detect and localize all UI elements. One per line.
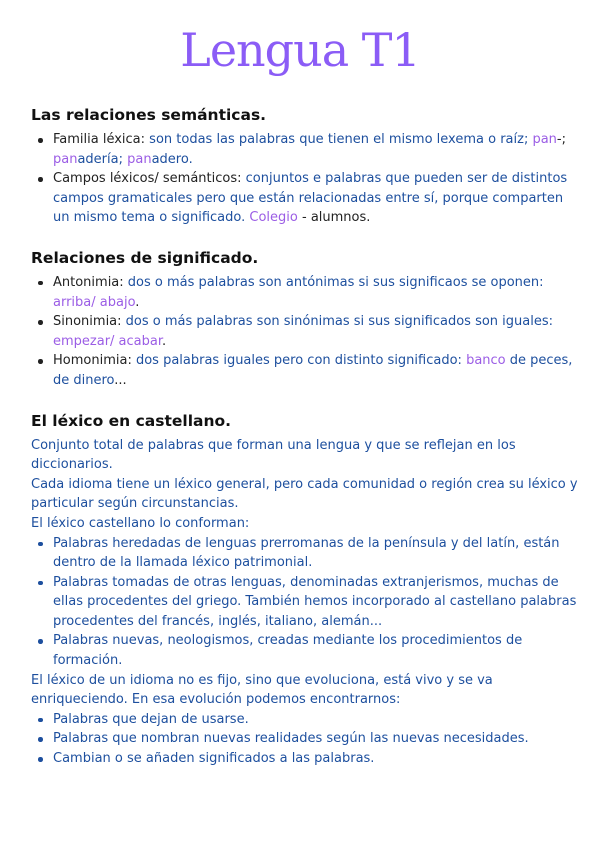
definition-text: dos o más palabras son antónimas si sus significaos se oponen: [127, 274, 544, 290]
list-item: Palabras que dejan de usarse. [31, 710, 579, 730]
example-root: pan [127, 151, 152, 167]
definition-text: son todas las palabras que tienen el mismo lexema o raíz; [149, 132, 533, 147]
definition-text: dos palabras iguales pero con distinto significado: [135, 353, 467, 369]
example-word: pan [532, 132, 557, 147]
term-label: Homonimia: [53, 353, 136, 369]
section-semantic-relations [31, 104, 579, 228]
section-heading: El léxico en castellano. [31, 411, 232, 430]
bullet-list [31, 710, 579, 769]
example-rest: de peces, [505, 353, 573, 369]
list-item-familia-lexica [31, 130, 579, 169]
example-rest: - alumnos. [297, 210, 371, 226]
section-lexicon [31, 410, 579, 769]
example-rest: adero. [151, 151, 193, 167]
definition-text: conjuntos e palabras que pueden ser de distintos campos gramaticales pero que están relacionadas entre sí, porque comparten un mismo tema o significado. [53, 171, 568, 226]
example-rest: adería; [77, 151, 128, 167]
punctuation: . [162, 333, 167, 349]
paragraph: Conjunto total de palabras que forman una lengua y que se reflejan en los diccionarios. [31, 437, 516, 473]
list-item: Palabras tomadas de otras lenguas, denominadas extranjerismos, muchas de ellas procedentes del griego. También hemos incorporado al castellano palabras procedentes del francés, inglés, italiano, alemán... [31, 573, 579, 632]
paragraph: El léxico castellano lo conforman: [31, 515, 250, 531]
section-heading: Relaciones de significado. [31, 248, 259, 267]
term-label: Familia léxica: [53, 132, 150, 147]
punctuation: . [135, 294, 140, 310]
example-word: Colegio [249, 210, 298, 226]
bullet-list [31, 130, 579, 228]
punctuation: ... [114, 372, 127, 388]
example-word: arriba/ abajo [53, 294, 136, 310]
page-title: Lengua T1 [180, 23, 420, 77]
list-item-antonimia [31, 273, 579, 312]
list-item-sinonimia [31, 312, 579, 351]
definition-text: dos o más palabras son sinónimas si sus significados son iguales: [125, 314, 553, 330]
list-item-campos-lexicos [31, 169, 579, 228]
list-item: Cambian o se añaden significados a las palabras. [31, 749, 579, 769]
section-heading: Las relaciones semánticas. [31, 106, 267, 124]
list-item: Palabras que nombran nuevas realidades según las nuevas necesidades. [31, 729, 579, 749]
example-suffix: -; [556, 132, 566, 147]
list-item-homonimia [31, 351, 579, 390]
example-root: pan [53, 151, 78, 167]
bullet-list [31, 273, 579, 391]
paragraph: Cada idioma tiene un léxico general, pero cada comunidad o región crea su léxico y particular según circunstancias. [31, 476, 578, 512]
example-word: empezar/ acabar [53, 333, 163, 349]
section-meaning-relations [31, 247, 579, 391]
document-body [31, 104, 579, 769]
term-label: Antonimia: [53, 274, 128, 290]
list-item: Palabras nuevas, neologismos, creadas mediante los procedimientos de formación. [31, 631, 579, 670]
term-label: Sinonimia: [53, 314, 126, 330]
bullet-list [31, 534, 579, 671]
example-word: banco [466, 353, 506, 369]
paragraph: El léxico de un idioma no es fijo, sino que evoluciona, está vivo y se va enriqueciendo. En esa evolución podemos encontrarnos: [31, 672, 493, 708]
list-item: Palabras heredadas de lenguas prerromanas de la península y del latín, están dentro de la llamada léxico patrimonial. [31, 534, 579, 573]
example-rest: de dinero [53, 372, 115, 388]
term-label: Campos léxicos/ semánticos: [53, 171, 246, 187]
